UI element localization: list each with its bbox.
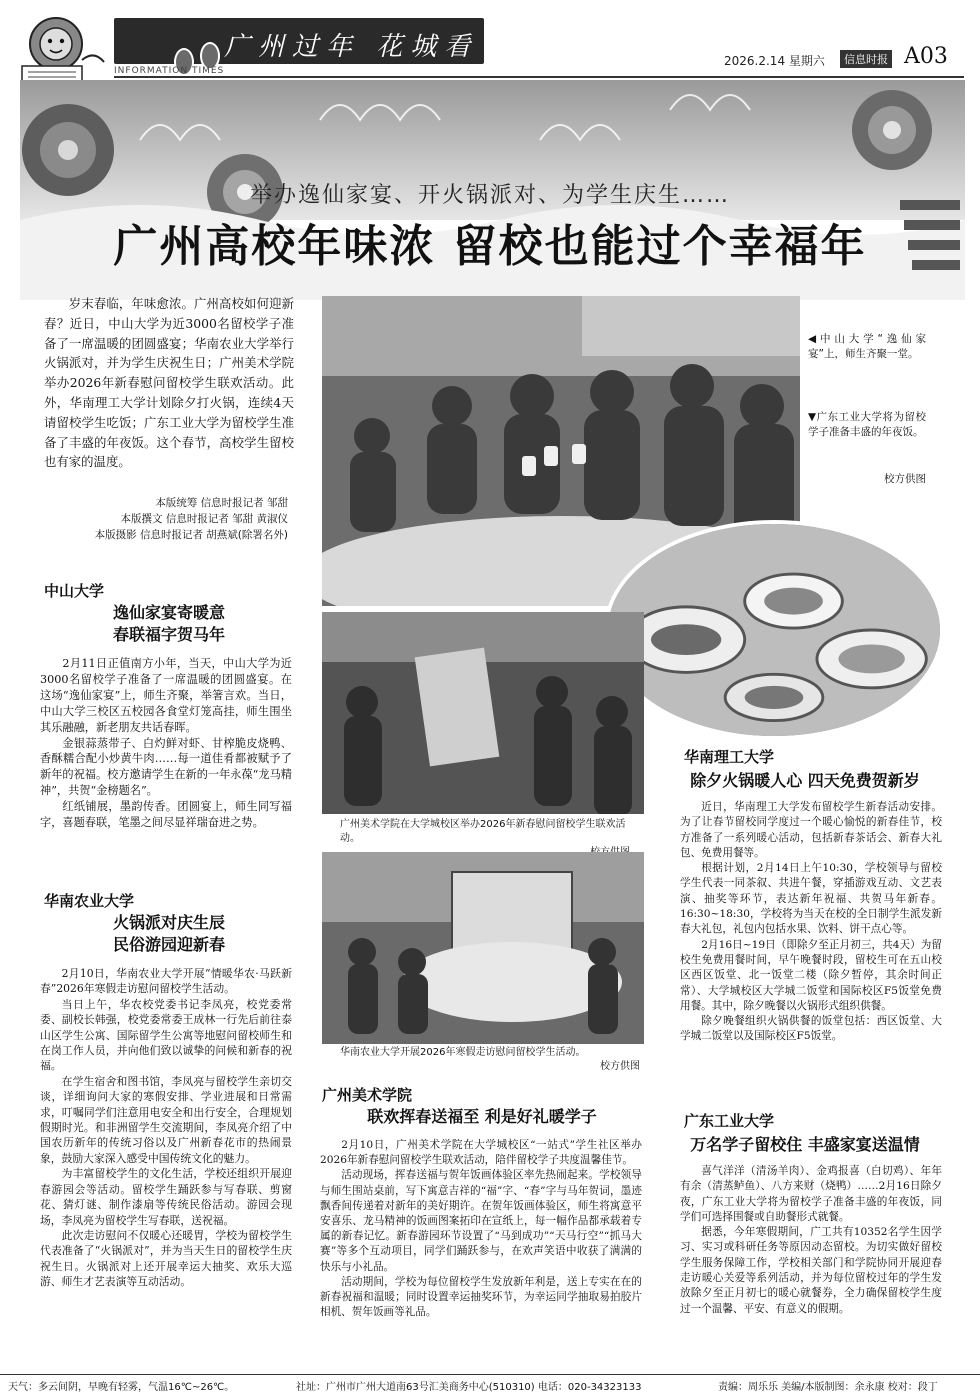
paragraph: 金银蒜蒸带子、白灼鲜对虾、甘榨脆皮烧鸭、香酥糯合配小炒黄牛肉……每一道佳肴都被赋予了新年的祝福。校方邀请学生在新的一年永葆“龙马精神”，共贺“金榜题名”。 xyxy=(40,736,292,798)
paragraph: 2月10日，广州美术学院在大学城校区“一站式”学生社区举办2026年新春慰问留校学生联欢活动，陪伴留校学子共度温馨佳节。 xyxy=(320,1139,642,1167)
paragraph: 在学生宿舍和图书馆，李凤亮与留校学生亲切交谈，详细询问大家的寒假安排、学业进展和日常需求，叮嘱同学们注意用电安全和出行安全，合理规划假期时光。和非洲留学生交流期间，李凤亮介绍了中国农历新年的传统习俗以及广州新春花市的热闹景象，鼓励大家深入感受中国传统文化的魅力。 xyxy=(40,1074,292,1165)
section-scut-body xyxy=(680,800,942,1045)
caption-sysu-banquet: ◀中山大学“逸仙家宴”上，师生齐聚一堂。 xyxy=(808,333,926,360)
section-scut-title: 除夕火锅暖人心 四天免费贺新岁 xyxy=(690,771,920,790)
paragraph: 近日，华南理工大学发布留校学生新春活动安排。为了让春节留校同学度过一个暖心愉悦的新春佳节，校方准备了一系列暖心活动，包括新春茶话会、新春大礼包、免费用餐等。 xyxy=(680,801,942,859)
section-sysu-title-line2: 春联福字贺马年 xyxy=(112,625,225,644)
paragraph: 活动期间，学校为每位留校学生发放新年利是，送上专实在在的新春祝福和温暖；同时设置幸运抽奖环节，为幸运同学抽取易拍胶片相机、贺年饭画等礼品。 xyxy=(320,1275,642,1319)
photo-gdut-dinner xyxy=(604,520,944,740)
section-gafa-name: 广州美术学院 xyxy=(322,1086,413,1104)
section-gdut-title: 万名学子留校住 丰盛家宴送温情 xyxy=(690,1135,920,1154)
lead-paragraph xyxy=(44,294,294,472)
paragraph: 2月11日正值南方小年，当天，中山大学为近3000名留校学子准备了一席温暖的团圆盛宴。在这场“逸仙家宴”上，师生齐聚，举箸言欢。当日，中山大学三校区五校园各食堂灯笼高挂，师生围坐其乐融融，新老朋友共话春晖。 xyxy=(40,657,292,734)
paragraph: 2月10日，华南农业大学开展“情暖华农·马跃新春”2026年寒假走访慰问留校学生活动。 xyxy=(40,967,292,996)
paragraph: 除夕晚餐组织火锅供餐的饭堂包括：西区饭堂、大学城二饭堂以及国际校区F5饭堂。 xyxy=(680,1015,942,1043)
issue-date: 2026.2.14 星期六 xyxy=(724,54,825,68)
footer-editors: 责编：周乐乐 美编/本版制图：余永康 校对：段丁 xyxy=(718,1382,938,1393)
caption-gdut-source: 校方供图 xyxy=(884,473,926,485)
section-gafa-body xyxy=(320,1138,642,1320)
section-gafa-title: 联欢挥春送福至 利是好礼暖学子 xyxy=(367,1107,597,1126)
section-sysu-body xyxy=(40,656,292,831)
footer-rule xyxy=(0,1374,980,1375)
headline-kicker: 举办逸仙家宴、开火锅派对、为学生庆生…… xyxy=(249,183,730,208)
paragraph: 红纸铺展，墨韵传香。团圆宴上，师生同写福字，喜题春联，笔墨之间尽显祥瑞奋进之势。 xyxy=(40,800,292,830)
section-scau-title-line1: 火锅派对庆生辰 xyxy=(112,913,225,932)
column-banner xyxy=(114,18,484,64)
paragraph: 根据计划，2月14日上午10:30，学校领导与留校学生代表一同茶叙、共进午餐，穿插游戏互动、文艺表演、抽奖等环节，表达新年祝福、共贺马年新春。16:30~18:30，学校将为当天在校的全日制学生派发新春大礼包，礼包内包括水果、饮料、饼干点心等。 xyxy=(680,862,942,936)
section-scau-name: 华南农业大学 xyxy=(44,892,135,910)
credit-photographer: 本版摄影 信息时报记者 胡燕斌(除署名外) xyxy=(94,529,288,541)
caption-gafa-text: 广州美术学院在大学城校区举办2026年新春慰问留校学生联欢活动。 xyxy=(340,819,626,844)
credit-writers: 本版撰文 信息时报记者 邹甜 黄淑仪 xyxy=(120,513,288,525)
page-number: A03 xyxy=(904,44,948,69)
paragraph: 当日上午，华农校党委书记李凤亮，校党委常委、副校长韩强，校党委常委王成林一行先后前往泰山区学生公寓、国际留学生公寓等地慰问留校师生和在岗工作人员，并向他们致以诚挚的问候和新春的祝福。 xyxy=(40,997,292,1073)
section-sysu-title-line1: 逸仙家宴寄暖意 xyxy=(112,603,225,622)
section-gdut-name: 广东工业大学 xyxy=(684,1112,775,1130)
caption-scau xyxy=(340,1046,640,1074)
section-sysu-name: 中山大学 xyxy=(44,582,105,600)
header-rule xyxy=(114,76,964,78)
footer-weather: 天气：多云间阴，早晚有轻雾，气温16℃~26℃。 xyxy=(8,1382,235,1393)
section-scau-body xyxy=(40,966,292,1290)
paragraph: 据悉，今年寒假期间，广工共有10352名学生因学习、实习或科研任务等原因动态留校。为切实做好留校学生服务保障工作，学校相关部门和学院协同开展迎春走访暖心关爱等系列活动，并为每位留校过年的学生发放除夕至正月初七的暖心就餐券，全力确保留校学生度过一个温馨、平安、有意义的假期。 xyxy=(680,1226,942,1315)
headline: 广州高校年味浓 留校也能过个幸福年 xyxy=(113,221,867,272)
caption-scau-text: 华南农业大学开展2026年寒假走访慰问留校学生活动。 xyxy=(340,1047,586,1058)
paragraph: 2月16日~19日（即除夕至正月初三，共4天）为留校生免费用餐时间，早午晚餐时段，留校生可在五山校区西区饭堂、北一饭堂二楼（除夕暂停，其余时间正常）、大学城校区大学城二饭堂和国际校区F5饭堂免费用餐。其中，除夕晚餐以火锅形式组织供餐。 xyxy=(680,938,942,1012)
caption-scau-source: 校方供图 xyxy=(600,1061,640,1072)
paragraph: 活动现场，挥春送福与贺年饭画体验区率先热闹起来。学校领导与师生围站桌前，写下寓意吉祥的“福”字、“春”字与马年贺词，墨迹飘香间传递着对新年的美好期许。在贺年饭画体验区，师生将寓意平安喜乐、龙马精神的饭画图案拓印在宣纸上，每一幅作品都承载着专属的新春记忆。新春游园环节设置了“马到成功”“天马行空”“抓马大赛”等多个互动项目，同学们踊跃参与，在欢声笑语中收获了满满的快乐与小礼品。 xyxy=(320,1169,642,1273)
photo-gafa-party xyxy=(322,612,644,814)
photo-scau-fair xyxy=(322,852,644,1044)
section-scut-name: 华南理工大学 xyxy=(684,748,775,766)
paragraph: 喜气洋洋（清汤羊肉）、金鸡报喜（白切鸡）、年年有余（清蒸鲈鱼）、八方来财（烧鸭）……2月16日除夕夜，广东工业大学将为留校学子准备丰盛的年夜饭，同学们可选择围餐或自助餐形式就餐。 xyxy=(680,1165,942,1223)
paper-name-badge: 信息时报 xyxy=(840,50,892,68)
footer-address: 社址：广州市广州大道南63号汇美商务中心(510310) 电话：020-34323133 xyxy=(296,1382,642,1393)
credit-planner: 本版统筹 信息时报记者 邹甜 xyxy=(155,497,288,509)
section-gdut-body xyxy=(680,1164,942,1317)
paragraph: 此次走访慰问不仅暖心还暖胃，学校为留校学生代表准备了“火锅派对”，并为当天生日的留校学生庆祝生日。火锅派对上还开展幸运大抽奖、欢乐大巡游、师生才艺表演等互动活动。 xyxy=(40,1228,292,1289)
paragraph: 为丰富留校学生的文化生活，学校还组织开展迎春游园会等活动。留校学生踊跃参与写春联、剪窗花、猜灯谜、制作漆扇等传统民俗活动。游园会现场，李凤亮为留校学生写春联，送祝福。 xyxy=(40,1167,292,1227)
section-scau-title-line2: 民俗游园迎新春 xyxy=(112,935,225,954)
caption-gdut-dinner: ▼广东工业大学将为留校学子准备丰盛的年夜饭。 xyxy=(808,411,926,438)
brand-english: INFORMATION TIMES xyxy=(114,66,225,76)
lead-text: 岁末春临，年味愈浓。广州高校如何迎新春？近日，中山大学为近3000名留校学子准备了一席温暖的团圆盛宴；华南农业大学举行火锅派对，并为学生庆祝生日；广州美术学院举办2026年新春慰问留校学生联欢活动。此外，华南理工大学计划除夕打火锅，连续4天请留校学生吃饭；广东工业大学为留校学生准备了丰盛的年夜饭。这个春节，高校学生留校也有家的温度。 xyxy=(44,296,294,470)
column-banner-title: 广州过年 花城看 xyxy=(224,32,479,62)
